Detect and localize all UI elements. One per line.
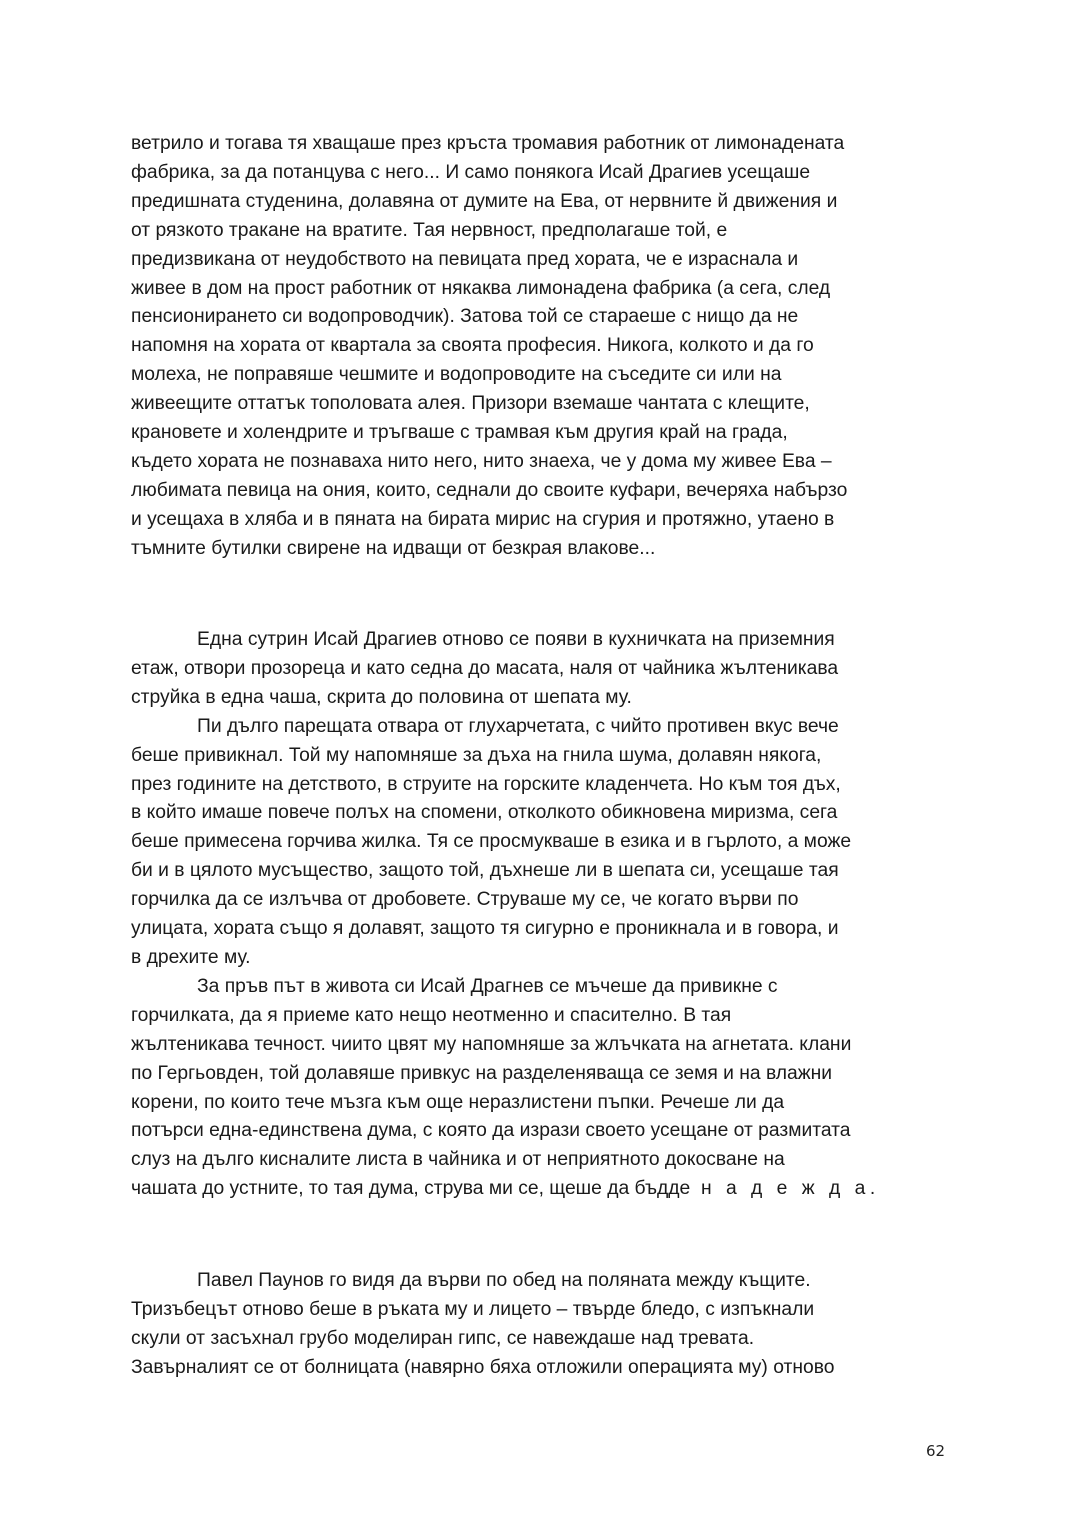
text-line: от рязкото тракане на вратите. Тая нервност, предполагаше той, е: [131, 219, 728, 241]
text-line: етаж, отвори прозореца и като седна до масата, наля от чайника жълтеникава: [131, 657, 839, 679]
emphasized-word: н а д е ж д а: [700, 1178, 870, 1200]
paragraph: [131, 973, 961, 1204]
text-line: Пи дълго парещата отвара от глухарчетата, с чийто противен вкус вече: [197, 715, 839, 737]
text-fragment: чашата до устните, то тая дума, струва ми се, щеше да бъдде: [131, 1178, 691, 1200]
text-line: напомня на хората от квартала за своята професия. Никога, колкото и да го: [131, 335, 814, 357]
text-line: любимата певица на ония, които, седнали до своите куфари, вечеряха набързо: [131, 479, 848, 501]
text-line: [131, 1175, 961, 1204]
text-line: горчилка да се излъчва от дробовете. Струваше му се, че когато върви по: [131, 889, 799, 911]
section-three: [131, 1267, 961, 1383]
text-line: Тризъбецът отново беше в ръката му и лицето – твърде бледо, с изпъкнали: [131, 1298, 815, 1320]
text-line: Павел Паунов го видя да върви по обед на поляната между къщите.: [197, 1270, 811, 1291]
text-line: пенсионирането си водопроводчик). Затова той се стараеше с нищо да не: [131, 306, 799, 328]
text-line: тъмните бутилки свирене на идващи от безкрая влакове...: [131, 537, 656, 559]
text-line: фабрика, за да потанцува с него... И само понякога Исай Драгиев усещаше: [131, 161, 811, 183]
text-line: крановете и холендрите и тръгваше с трамвая към другия край на града,: [131, 422, 788, 444]
text-line: през годините на детството, в струите на горските кладенчета. Но към тоя дъх,: [131, 773, 841, 795]
text-line: За пръв път в живота си Исай Драгнев се мъчеше да привикне с: [197, 975, 778, 997]
text-line: в дрехите му.: [131, 946, 251, 968]
text-line: молеха, не поправяше чешмите и водопроводите на съседите си или на: [131, 364, 782, 386]
text-line: потърси една-единствена дума, с която да изрази своето усещане от размитата: [131, 1120, 851, 1142]
text-line: предишната студенина, долавяна от думите на Ева, от нервните й движения и: [131, 190, 838, 212]
text-line: предизвикана от неудобството на певицата пред хората, че е израснала и: [131, 248, 799, 270]
page-number: 62: [926, 1442, 946, 1460]
text-line: по Гергьовден, той долавяше привкус на разделеняваща се земя и на влажни: [131, 1062, 833, 1084]
text-line: жълтеникава течност. чиито цвят му напомняше за жлъчката на агнетата. клани: [131, 1033, 852, 1055]
text-fragment: .: [869, 1178, 876, 1200]
text-line: Завърналият се от болницата (навярно бяха отложили операцията му) отново: [131, 1356, 835, 1378]
text-line: горчилката, да я приеме като нещо неотменно и спасително. В тая: [131, 1004, 732, 1026]
text-line: улицата, хората също я долавят, защото тя сигурно е проникнала и в говора, и: [131, 918, 839, 940]
text-line: където хората не познаваха нито него, нито знаеха, че у дома му живее Ева –: [131, 450, 832, 472]
text-line: слуз на дълго кисналите листа в чайника и от неприятното докосване на: [131, 1149, 785, 1171]
text-line: беше примесена горчива жилка. Тя се просмукваше в езика и в гърлото, а може: [131, 831, 852, 853]
text-line: и усещаха в хляба и в пяната на бирата мирис на сгурия и протяжно, утаено в: [131, 508, 835, 530]
text-line: скули от засъхнал грубо моделиран гипс, се навеждаше над тревата.: [131, 1327, 755, 1349]
text-line: Една сутрин Исай Драгиев отново се появи в кухничката на приземния: [197, 629, 835, 650]
text-line: живее в дом на прост работник от някаква лимонадена фабрика (а сега, след: [131, 277, 831, 299]
text-line: струйка в една чаша, скрита до половина от шепата му.: [131, 686, 632, 708]
text-line: беше привикнал. Той му напомняше за дъха на гнила шума, долавян някога,: [131, 744, 822, 766]
text-line: корени, по които тече мъзга към още неразлистени пъпки. Речеше ли да: [131, 1091, 785, 1113]
paragraph: [131, 713, 961, 973]
text-line: би и в цялото мусъщество, защото той, дъхнеше ли в шепата си, усещаше тая: [131, 860, 839, 882]
text-line: ветрило и тогава тя хващаше през кръста тромавия работник от лимонадената: [131, 133, 845, 154]
paragraph-continuation: [131, 130, 961, 564]
text-line: в който имаше повече полъх на спомени, отколкото обикновена миризма, сега: [131, 802, 838, 824]
section-two: [131, 626, 961, 1204]
text-line: живеещите оттатък тополовата алея. Призори вземаше чантата с клещите,: [131, 393, 810, 415]
paragraph: [131, 626, 961, 713]
